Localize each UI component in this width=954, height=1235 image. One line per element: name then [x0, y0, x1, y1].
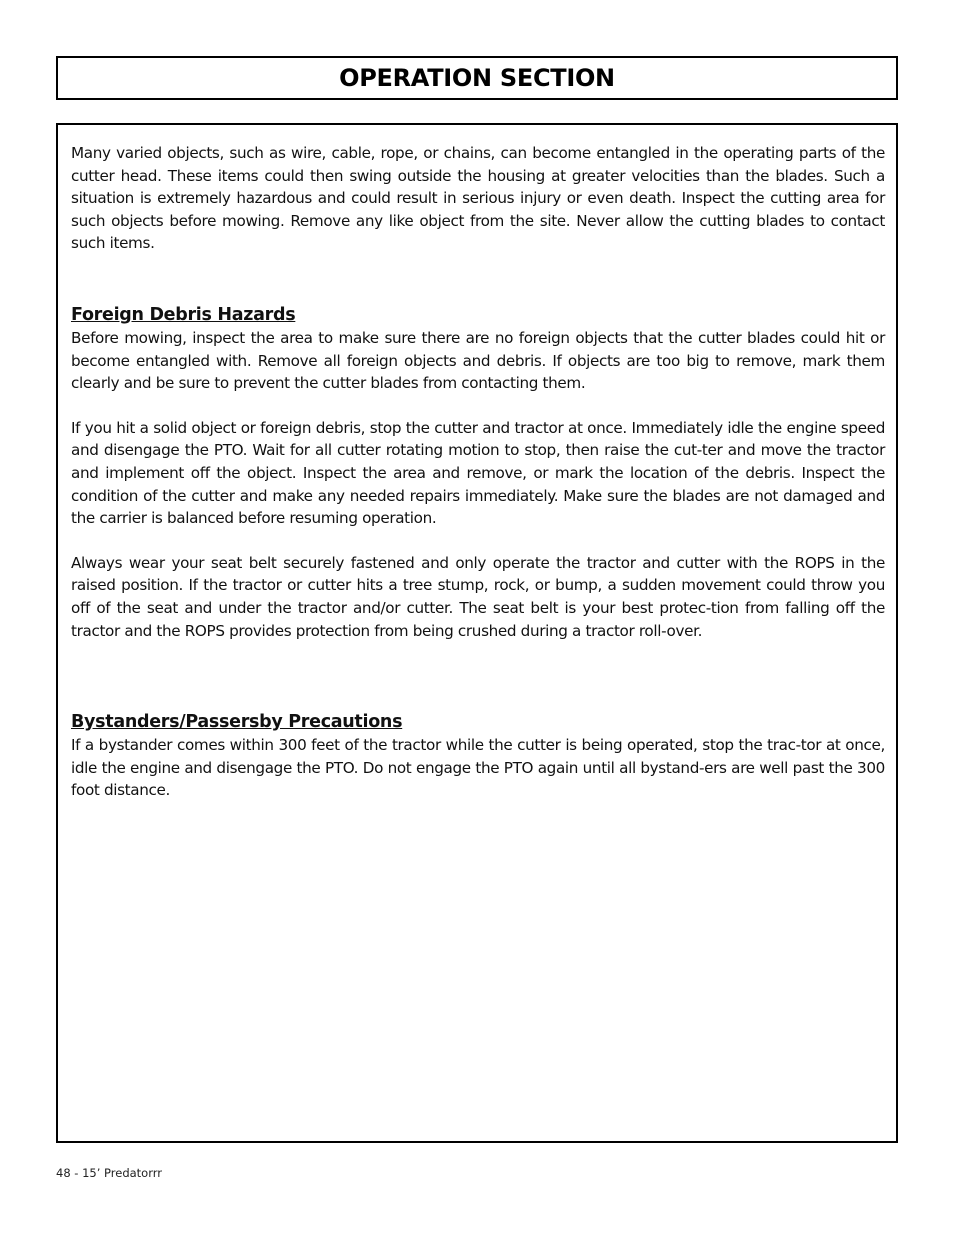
bystanders-heading: Bystanders/Passersby Precautions — [71, 712, 403, 733]
foreign-debris-heading: Foreign Debris Hazards — [71, 304, 296, 325]
foreign-debris-paragraph-1: Before mowing, inspect the area to make sure there are no foreign objects that the cutter blades could hit or become entangled with. Remove all foreign objects and debris. If objects are too big to remove, mark them clearly and be sure to prevent the cutter blades from contacting them. — [71, 328, 885, 393]
intro-paragraph: Many varied objects, such as wire, cable, rope, or chains, can become entangled in the operating parts of the cutter head. These items could then swing outside the housing at greater velocities than the blades. Such a situation is extremely hazardous and could result in serious injury or even death. Inspect the cutting area for such objects before mowing. Remove any like object from the site. Never allow the cutting blades to contact such items. — [71, 144, 885, 253]
content-body — [71, 142, 885, 802]
bystanders-paragraph: If a bystander comes within 300 feet of the tractor while the cutter is being operated, stop the trac-tor at once, idle the engine and disengage the PTO. Do not engage the PTO again until all bystand-ers are well past the 300 foot distance. — [71, 736, 885, 800]
section-title-box — [56, 56, 898, 100]
foreign-debris-paragraph-3: Always wear your seat belt securely fastened and only operate the tractor and cutter with the ROPS in the raised position. If the tractor or cutter hits a tree stump, rock, or bump, a sudden movement could throw you off of the seat and under the tractor and/or cutter. The seat belt is your best protec-tion from falling off the tractor and the ROPS provides protection from being crushed during a tractor roll-over. — [71, 553, 885, 640]
foreign-debris-paragraph-2: If you hit a solid object or foreign debris, stop the cutter and tractor at once. Immediately idle the engine speed and disengage the PTO. Wait for all cutter rotating motion to stop, then raise the cut-ter and move the tractor and implement off the object. Inspect the area and remove, or mark the location of the debris. Inspect the condition of the cutter and make any needed repairs immediately. Make sure the blades are not damaged and the carrier is balanced before resuming operation. — [71, 418, 885, 528]
content-box — [56, 123, 898, 1143]
page-footer: 48 - 15’ Predatorrr — [56, 1166, 162, 1180]
page-title: OPERATION SECTION — [339, 64, 615, 92]
